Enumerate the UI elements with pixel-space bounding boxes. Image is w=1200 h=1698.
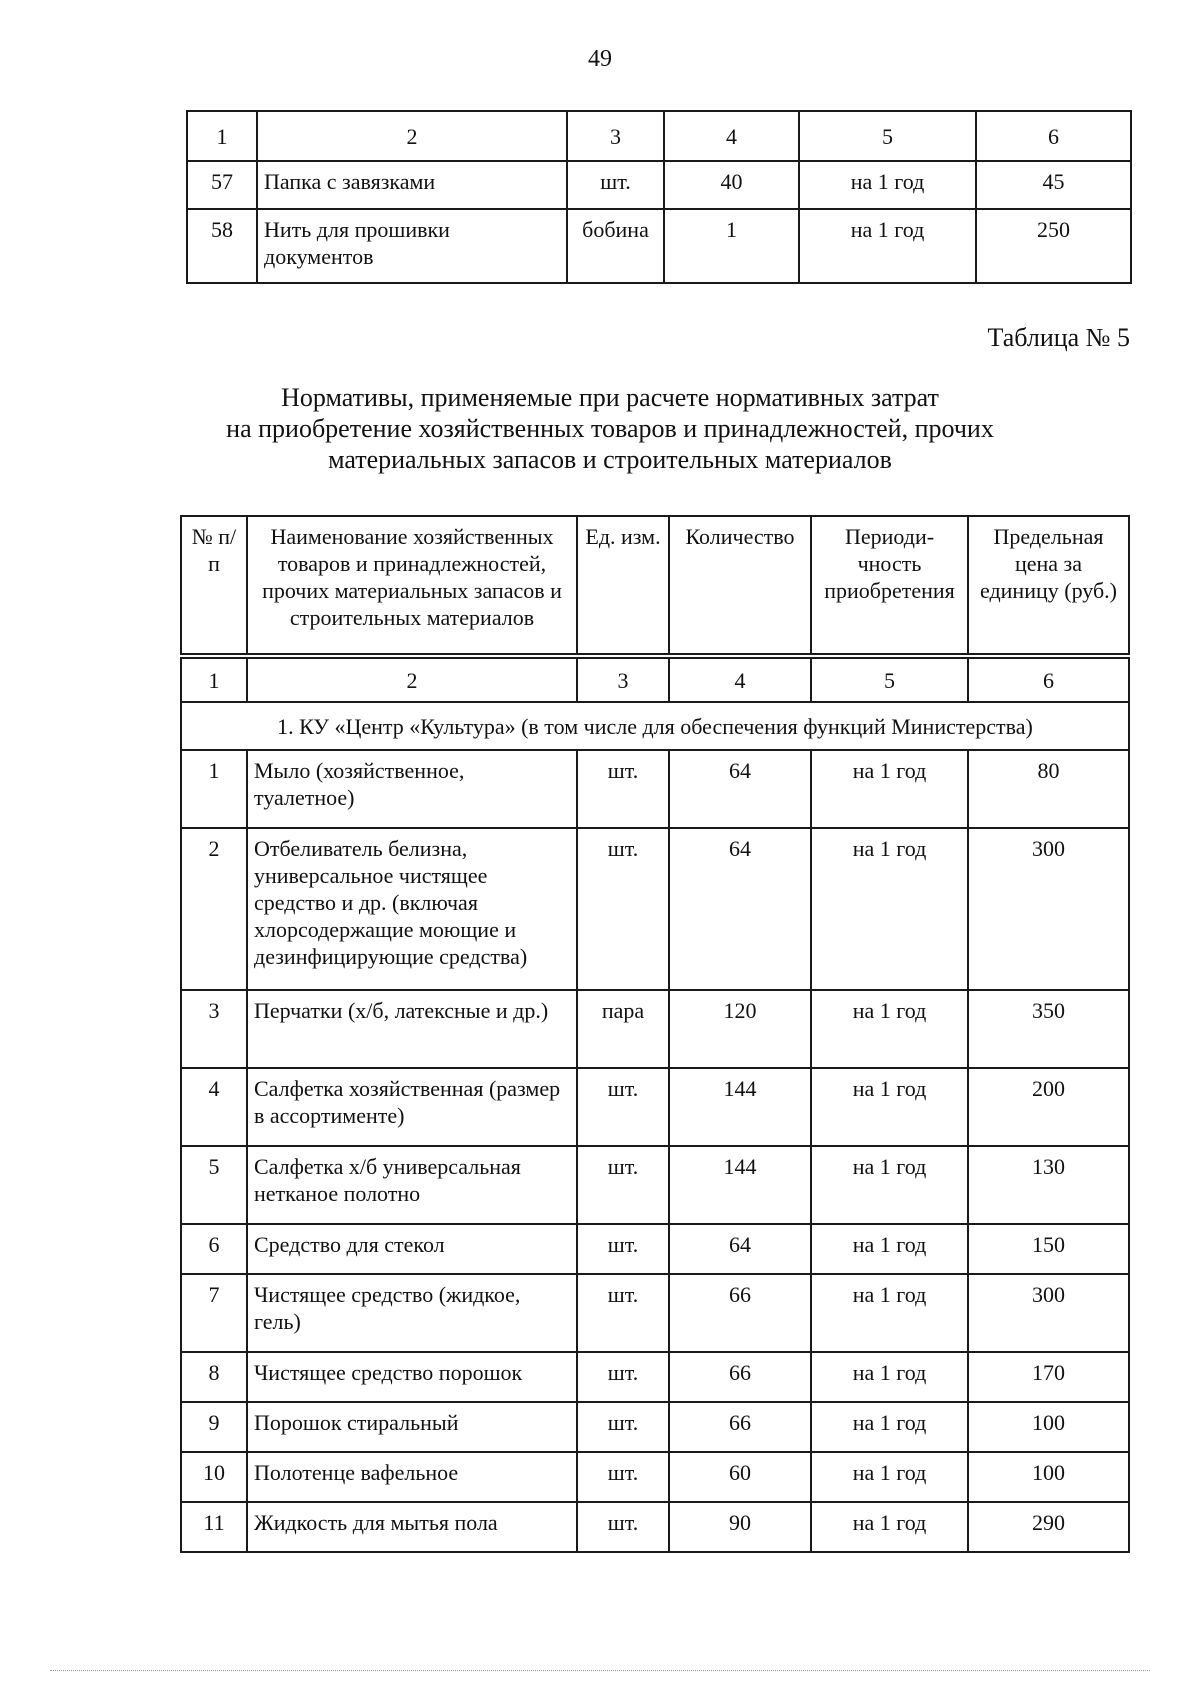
- row-number: 2: [181, 828, 247, 990]
- index-cell: 2: [247, 656, 577, 702]
- index-cell: 3: [577, 656, 669, 702]
- item-name: Папка с завязками: [257, 161, 567, 209]
- item-period: на 1 год: [811, 1224, 968, 1274]
- index-cell: 4: [669, 656, 811, 702]
- item-period: на 1 год: [811, 1352, 968, 1402]
- item-name: Чистящее средство (жидкое, гель): [247, 1274, 577, 1352]
- item-unit: шт.: [577, 1402, 669, 1452]
- item-unit: шт.: [577, 1274, 669, 1352]
- item-name: Салфетка хозяйственная (размер в ассортименте): [247, 1068, 577, 1146]
- item-period: на 1 год: [811, 990, 968, 1068]
- item-price: 290: [968, 1502, 1129, 1552]
- row-number: 4: [181, 1068, 247, 1146]
- header-unit: Ед. изм.: [577, 516, 669, 656]
- item-period: на 1 год: [811, 1274, 968, 1352]
- item-price: 100: [968, 1402, 1129, 1452]
- index-cell: 1: [181, 656, 247, 702]
- item-price: 200: [968, 1068, 1129, 1146]
- item-unit: шт.: [567, 161, 664, 209]
- item-period: на 1 год: [811, 1146, 968, 1224]
- table-row: [181, 828, 1129, 990]
- header-period: Периоди-чность приобретения: [811, 516, 968, 656]
- row-number: 5: [181, 1146, 247, 1224]
- item-name: Полотенце вафельное: [247, 1452, 577, 1502]
- index-cell: 5: [799, 111, 976, 161]
- item-quantity: 60: [669, 1452, 811, 1502]
- scan-edge-dots: [50, 1670, 1150, 1671]
- row-number: 7: [181, 1274, 247, 1352]
- item-unit: бобина: [567, 209, 664, 283]
- index-cell: 5: [811, 656, 968, 702]
- item-price: 100: [968, 1452, 1129, 1502]
- norms-table: [180, 515, 1130, 1553]
- page-number: 49: [588, 46, 612, 72]
- table-row: [181, 1224, 1129, 1274]
- item-period: на 1 год: [811, 1452, 968, 1502]
- item-unit: шт.: [577, 1224, 669, 1274]
- item-period: на 1 год: [811, 1068, 968, 1146]
- header-name: Наименование хозяйственных товаров и принадлежностей, прочих материальных запасов и строительных материалов: [247, 516, 577, 656]
- table-row: [187, 161, 1131, 209]
- header-number: № п/п: [181, 516, 247, 656]
- table-index-row: [187, 111, 1131, 161]
- item-quantity: 64: [669, 828, 811, 990]
- item-quantity: 144: [669, 1146, 811, 1224]
- item-period: на 1 год: [799, 209, 976, 283]
- table-row: [181, 1502, 1129, 1552]
- index-cell: 6: [968, 656, 1129, 702]
- item-name: Отбеливатель белизна, универсальное чистящее средство и др. (включая хлорсодержащие моющие и дезинфицирующие средства): [247, 828, 577, 990]
- title-line: материальных запасов и строительных материалов: [328, 445, 892, 474]
- item-name: Перчатки (х/б, латексные и др.): [247, 990, 577, 1068]
- row-number: 6: [181, 1224, 247, 1274]
- row-number: 58: [187, 209, 257, 283]
- item-name: Салфетка х/б универсальная нетканое полотно: [247, 1146, 577, 1224]
- item-quantity: 40: [664, 161, 799, 209]
- item-quantity: 120: [669, 990, 811, 1068]
- row-number: 1: [181, 750, 247, 828]
- table-row: [181, 1452, 1129, 1502]
- table-row: [181, 1402, 1129, 1452]
- section-row: [181, 702, 1129, 750]
- index-cell: 4: [664, 111, 799, 161]
- item-name: Порошок стиральный: [247, 1402, 577, 1452]
- item-price: 80: [968, 750, 1129, 828]
- item-name: Чистящее средство порошок: [247, 1352, 577, 1402]
- table-row: [187, 209, 1131, 283]
- section-heading: 1. КУ «Центр «Культура» (в том числе для обеспечения функций Министерства): [181, 702, 1129, 750]
- item-price: 45: [976, 161, 1131, 209]
- item-unit: шт.: [577, 1068, 669, 1146]
- title-line: Нормативы, применяемые при расчете нормативных затрат: [281, 383, 939, 412]
- item-unit: шт.: [577, 750, 669, 828]
- item-price: 170: [968, 1352, 1129, 1402]
- item-unit: пара: [577, 990, 669, 1068]
- item-quantity: 90: [669, 1502, 811, 1552]
- header-price: Предельная цена за единицу (руб.): [968, 516, 1129, 656]
- table-row: [181, 750, 1129, 828]
- row-number: 57: [187, 161, 257, 209]
- item-quantity: 66: [669, 1402, 811, 1452]
- item-unit: шт.: [577, 828, 669, 990]
- item-quantity: 64: [669, 750, 811, 828]
- table-label: Таблица № 5: [987, 323, 1130, 352]
- index-cell: 1: [187, 111, 257, 161]
- index-cell: 6: [976, 111, 1131, 161]
- table-title: [150, 382, 1070, 475]
- row-number: 10: [181, 1452, 247, 1502]
- row-number: 9: [181, 1402, 247, 1452]
- item-unit: шт.: [577, 1502, 669, 1552]
- item-quantity: 66: [669, 1274, 811, 1352]
- item-name: Средство для стекол: [247, 1224, 577, 1274]
- item-period: на 1 год: [811, 828, 968, 990]
- continued-table: [186, 110, 1132, 284]
- index-cell: 3: [567, 111, 664, 161]
- item-unit: шт.: [577, 1352, 669, 1402]
- item-price: 350: [968, 990, 1129, 1068]
- item-name: Мыло (хозяйственное, туалетное): [247, 750, 577, 828]
- item-price: 250: [976, 209, 1131, 283]
- item-quantity: 64: [669, 1224, 811, 1274]
- item-price: 130: [968, 1146, 1129, 1224]
- item-period: на 1 год: [811, 1402, 968, 1452]
- item-quantity: 1: [664, 209, 799, 283]
- table-row: [181, 1068, 1129, 1146]
- item-unit: шт.: [577, 1146, 669, 1224]
- table-row: [181, 1352, 1129, 1402]
- item-period: на 1 год: [811, 1502, 968, 1552]
- item-period: на 1 год: [811, 750, 968, 828]
- title-line: на приобретение хозяйственных товаров и принадлежностей, прочих: [226, 414, 994, 443]
- table-row: [181, 990, 1129, 1068]
- table-row: [181, 1274, 1129, 1352]
- row-number: 3: [181, 990, 247, 1068]
- item-period: на 1 год: [799, 161, 976, 209]
- item-unit: шт.: [577, 1452, 669, 1502]
- item-price: 150: [968, 1224, 1129, 1274]
- item-name: Жидкость для мытья пола: [247, 1502, 577, 1552]
- row-number: 11: [181, 1502, 247, 1552]
- row-number: 8: [181, 1352, 247, 1402]
- item-price: 300: [968, 828, 1129, 990]
- item-name: Нить для прошивки документов: [257, 209, 567, 283]
- item-price: 300: [968, 1274, 1129, 1352]
- index-cell: 2: [257, 111, 567, 161]
- header-quantity: Количество: [669, 516, 811, 656]
- item-quantity: 66: [669, 1352, 811, 1402]
- item-quantity: 144: [669, 1068, 811, 1146]
- table-row: [181, 1146, 1129, 1224]
- table-header-row: [181, 516, 1129, 656]
- table-index-row: [181, 656, 1129, 702]
